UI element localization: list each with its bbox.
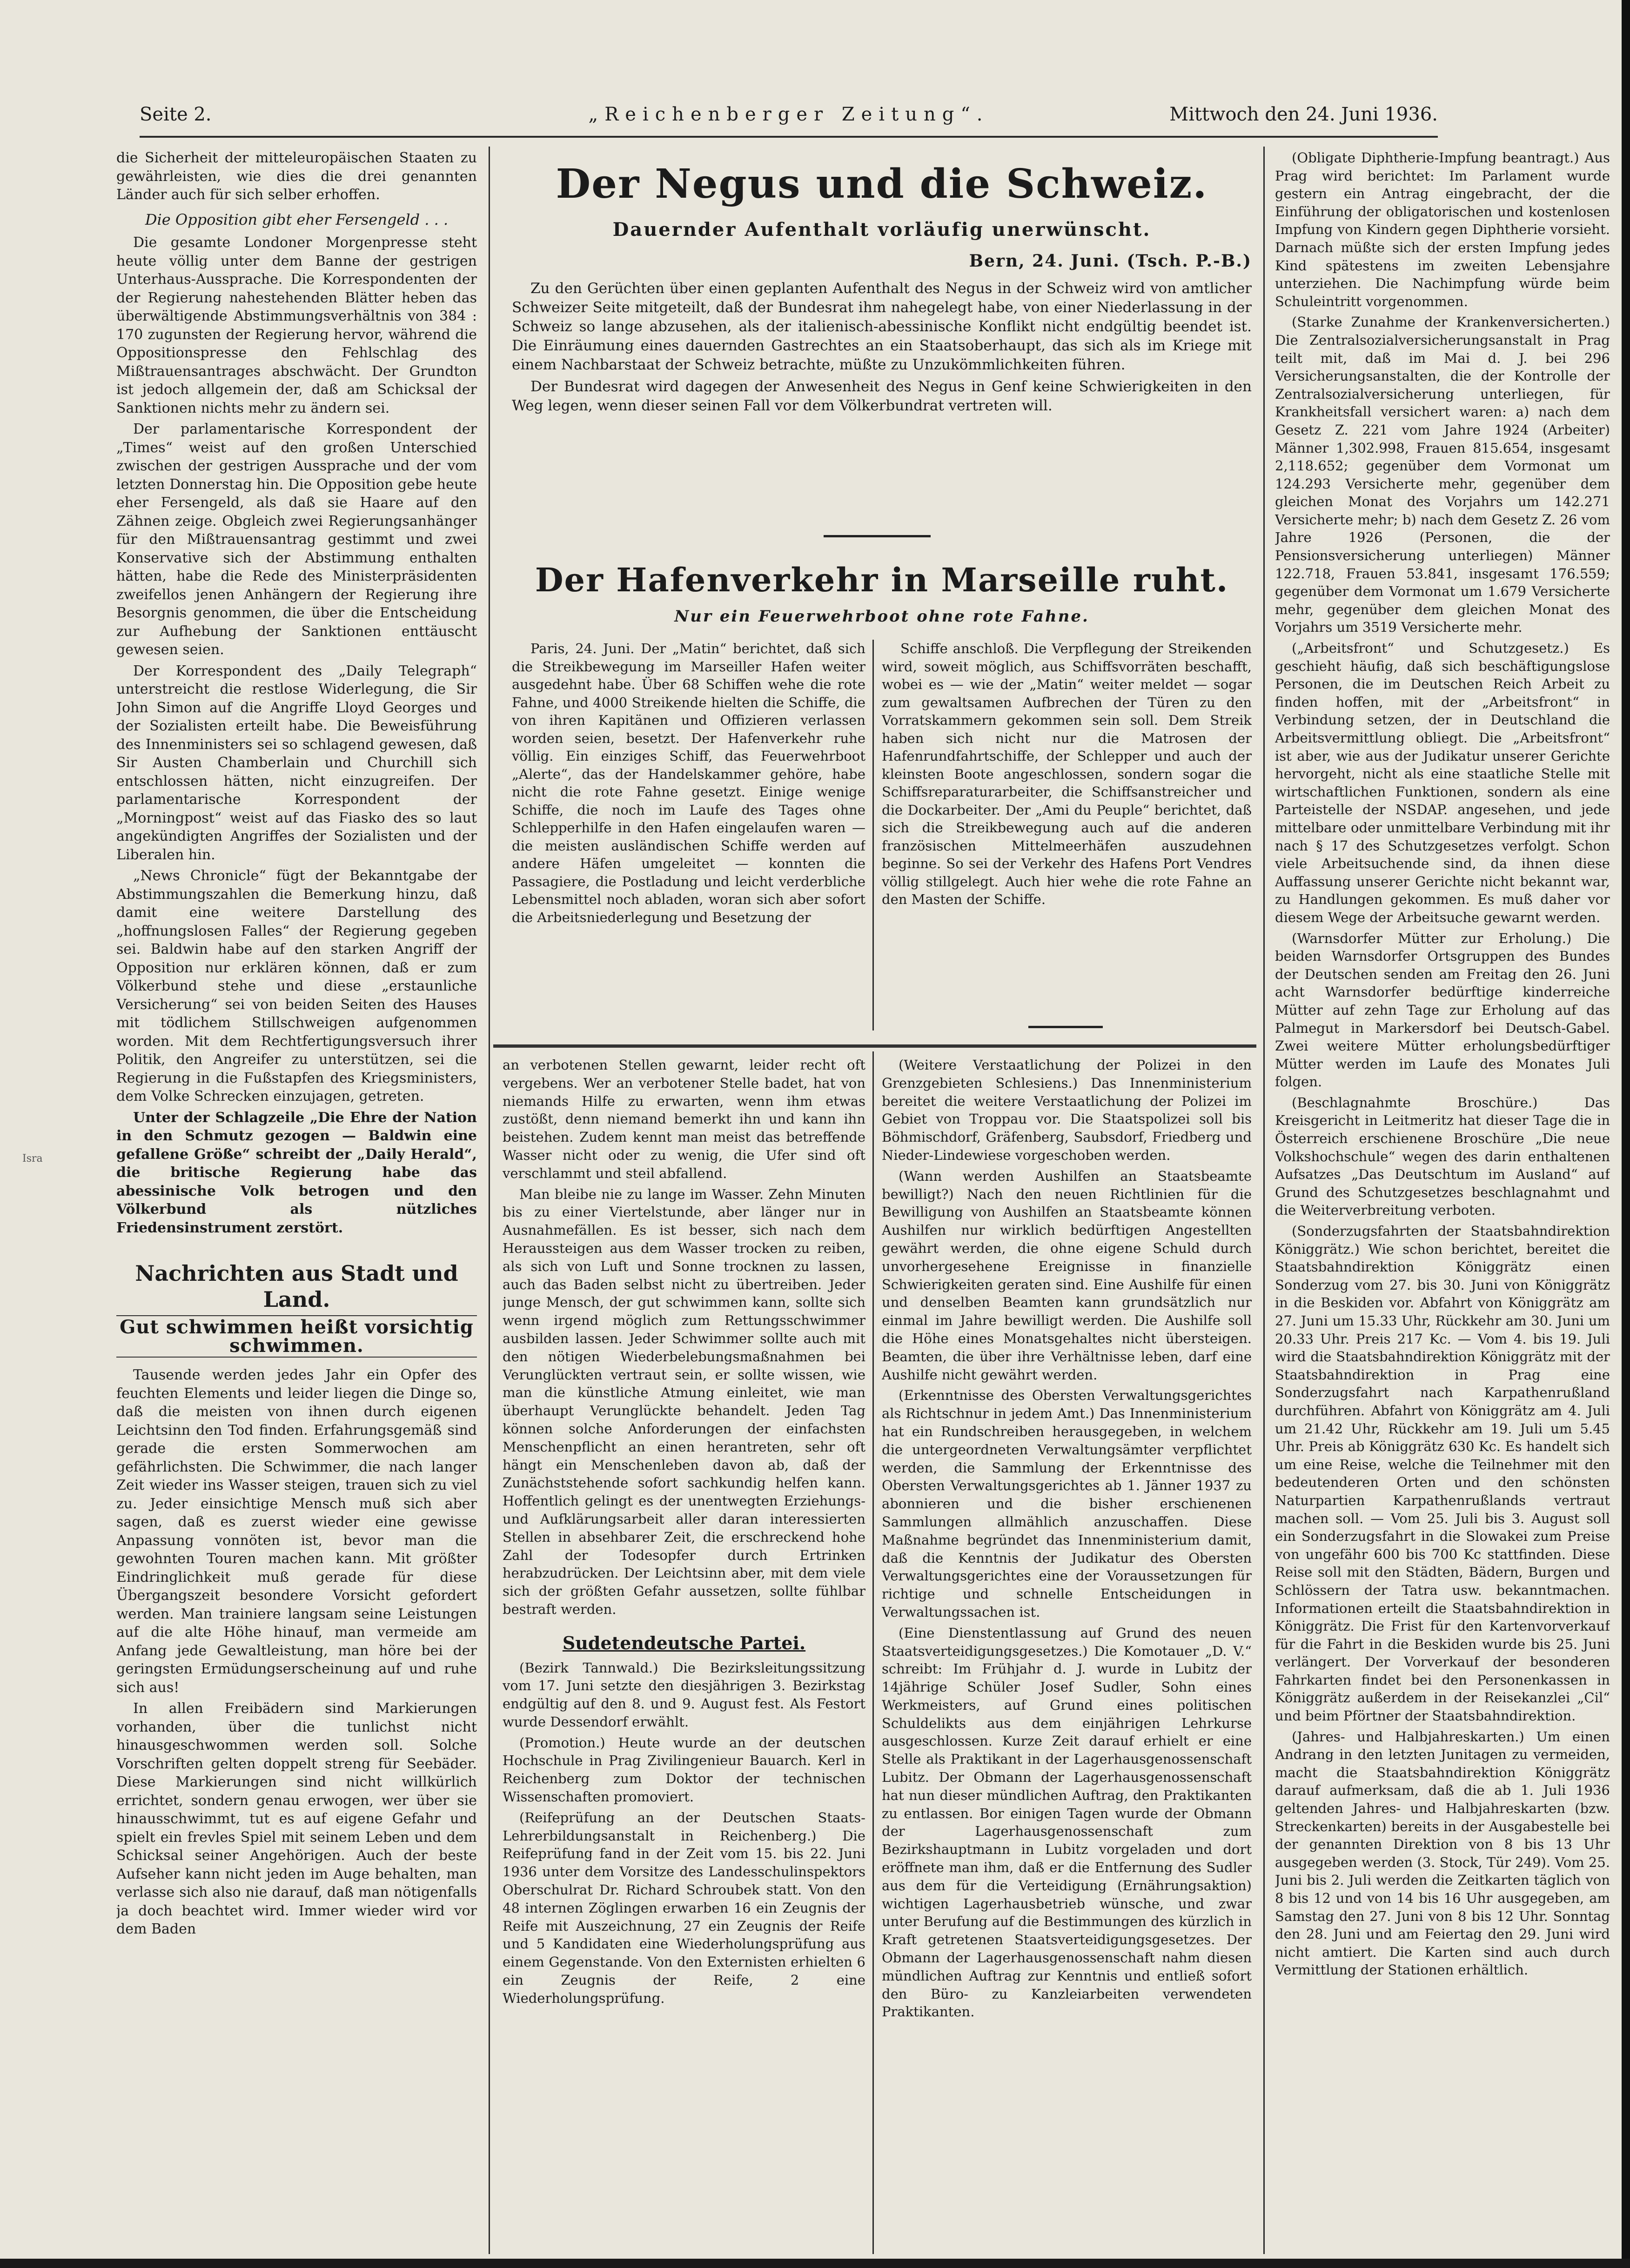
article-paragraph: Man bleibe nie zu lange im Wasser. Zehn Minuten bis zu einer Viertelstunde, aber länger nur in Ausnahmefällen. Es ist besser, sich nach dem Heraussteigen aus dem Wasser trocken zu reiben, als sich von Luft und Sonne trocknen zu lassen, auch das Baden selbst nicht zu übertreiben. Jeder junge Mensch, der gut schwimmen kann, sollte sich wenn irgend möglich zum Rettungsschwimmer ausbilden lassen. Jeder Schwimmer sollte auch mit den nötigen Wiederbelebungsmaßnahmen bei Verunglückten vertraut sein, er sollte wissen, wie man die künstliche Atmung einleitet, wie man überhaupt Verunglückte behandelt. Jeden Tag können solche Anforderungen der einfachsten Menschenpflicht an einen herantreten, sehr oft hängt ein Menschenleben davon ab, daß der Zunächststehende sofort sachkundig helfen kann. Hoffentlich gelingt es der unentwegten Erziehungs- und Aufklärungsarbeit aller daran interessierten Stellen in absehbarer Zeit, die erschreckend hohe Zahl der Todesopfer durch Ertrinken herabzudrücken. Der Leichtsinn aber, mit dem viele sich der größten Gefahr aussetzen, sollte fühlbar bestraft werden.: [503, 1186, 865, 1617]
column-3: [503, 1056, 865, 2247]
margin-mark: Isra: [22, 1153, 43, 1164]
column-5: [1275, 149, 1610, 2247]
article-paragraph: Der parlamentarische Korrespondent der „Times“ weist auf den großen Unterschied zwischen der gestrigen Aussprache und der vom letzten Donnerstag hin. Die Opposition gebe heute eher Fersengeld, als daß sie Haare auf den Zähnen zeige. Obgleich zwei Regierungsanhänger für den Mißtrauensantrag gestimmt und zwei Konservative sich der Abstimmung enthalten hätten, habe die Rede des Ministerpräsidenten zweifellos jenen Anhängern der Regierung ihre Besorgnis genommen, die über die Entscheidung zur Aufhebung der Sanktionen enttäuscht gewesen seien.: [116, 421, 477, 658]
article-paragraph: (Sonderzugsfahrten der Staatsbahndirektion Königgrätz.) Wie schon berichtet, bereitet die Staatsbahndirektion Königgrätz einen Sonderzug vom 27. bis 30. Juni von Königgrätz in die Beskiden vor. Abfahrt von Königgrätz am 27. Juni um 15.33 Uhr, Rückkehr am 30. Juni um 20.33 Uhr. Preis 217 Kc. — Vom 4. bis 19. Juli wird die Staatsbahndirektion Königgrätz mit der Staatsbahndirektion in Prag eine Sonderzugsfahrt nach Karpathenrußland durchführen. Abfahrt von Königgrätz am 4. Juli um 21.42 Uhr, Rückkehr am 19. Juli um 5.45 Uhr. Preis ab Königgrätz 630 Kc. Es handelt sich um eine Reise, welche die Teilnehmer mit den bedeutenderen Orten und den schönsten Naturpartien Karpathenrußlands vertraut machen soll. — Vom 25. Juli bis 3. August soll ein Sonderzugsfahrt in die Slowakei zum Preise von ungefähr 600 bis 700 Kc stattfinden. Diese Reise soll mit den Städten, Bädern, Burgen und Schlössern der Tatra usw. bekanntmachen. Informationen erteilt die Staatsbahndirektion in Königgrätz. Die Frist für den Kartenvorverkauf für die Fahrt in die Beskiden wurde bis 25. Juni verlängert. Der Vorverkauf der besonderen Fahrkarten findet bei den Personenkassen in Königgrätz außerdem in der Reisekanzlei „Cil“ und beim Pförtner der Staatsbahndirektion.: [1275, 1223, 1610, 1724]
article-paragraph: die Sicherheit der mitteleuropäischen Staaten zu gewährleisten, wie dies die drei genannten Länder auch für sich selber erhoffen.: [116, 150, 477, 203]
article-paragraph: (Jahres- und Halbjahreskarten.) Um einen Andrang in den letzten Junitagen zu vermeiden, macht die Staatsbahndirektion Königgrätz darauf aufmerksam, daß die ab 1. Juli 1936 geltenden Jahres- und Halbjahreskarten (bzw. Streckenkarten) bereits in der Ausgabestelle bei der genannten Direktion von 8 bis 13 Uhr ausgegeben werden (3. Stock, Tür 249). Vom 25. Juni bis 2. Juli werden die Zeitkarten täglich von 8 bis 12 und von 14 bis 16 Uhr ausgegeben, am Samstag den 27. Juni von 8 bis 12 Uhr. Sonntag den 28. Juni und am Feiertag den 29. Juni wird nicht amtiert. Die Karten sind auch durch Vermittlung der Stationen erhältlich.: [1275, 1728, 1610, 1978]
scan-edge-bottom: [0, 2259, 1630, 2268]
column-rule: [1263, 147, 1265, 2254]
page-header: [140, 100, 1438, 133]
article-divider: [1028, 1026, 1103, 1028]
article-paragraph: „News Chronicle“ fügt der Bekanntgabe der Abstimmungszahlen die Bemerkung hinzu, daß damit eine weitere Darstellung des „hoffnungslosen Falles“ der Regierung gegeben sei. Baldwin habe auf den starken Angriff der Opposition nur erklären können, daß er zum Völkerbund stehe und diese „erstaunliche Versicherung“ sei von beiden Seiten des Hauses mit tödlichem Stillschweigen aufgenommen worden. Mit dem Rechtfertigungsversuch ihrer Politik, den Angreifer zu unterstützen, sei die Regierung in die Fußstapfen des Kriegsministers, dem Volke Schrecken einzujagen, getreten.: [116, 868, 477, 1104]
headline-hafen: Der Hafenverkehr in Marseille ruht.: [535, 561, 1229, 599]
header-rule: [140, 136, 1438, 138]
article-paragraph: (Wann werden Aushilfen an Staatsbeamte bewilligt?) Nach den neuen Richtlinien für die Bewilligung von Aushilfen an Staatsbeamte können Aushilfen nur wirklich bedürftigen Angestellten gewährt werden, die ohne eigene Schuld durch unvorhergesehene Ereignisse in finanzielle Schwierigkeiten geraten sind. Eine Aushilfe für einen und denselben Beamten kann grundsätzlich nur einmal im Jahre bewilligt werden. Die Aushilfe soll die Höhe eines Monatsgehaltes nicht übersteigen. Beamten, die über ihre Verhältnisse leben, darf eine Aushilfe nicht gewährt werden.: [882, 1168, 1252, 1383]
negus-body: [512, 279, 1252, 521]
section-rule: [493, 1044, 1256, 1048]
article-paragraph: (Weitere Verstaatlichung der Polizei in den Grenzgebieten Schlesiens.) Das Innenministerium bereitet die weitere Verstaatlichung der Polizei im Gebiet von Troppau vor. Die Staatspolizei soll bis Böhmischdorf, Gräfenberg, Saubsdorf, Friedberg und Nieder-Lindewiese vorgeschoben werden.: [882, 1057, 1252, 1163]
dateline-negus: Bern, 24. Juni. (Tsch. P.-B.): [969, 251, 1252, 271]
column-rule: [872, 1051, 874, 2254]
article-paragraph: In allen Freibädern sind Markierungen vorhanden, über die tunlichst nicht hinausgeschwommen werden soll. Solche Vorschriften gelten doppelt streng für Seebäder. Diese Markierungen sind nicht willkürlich errichtet, sondern genau erwogen, wer über sie hinausschwimmt, tut es auf eigene Gefahr und spielt ein frevles Spiel mit seinem Leben und dem Schicksal seiner Angehörigen. Auch der beste Aufseher kann nicht jeden im Auge behalten, man verlasse sich also nie darauf, daß man nötigenfalls ja doch beachtet wird. Immer wieder wird vor dem Baden: [116, 1700, 477, 1937]
page-number: Seite 2.: [140, 104, 212, 125]
section-heading: Sudetendeutsche Partei.: [562, 1632, 806, 1653]
article-paragraph: Der Bundesrat wird dagegen der Anwesenheit des Negus in Genf keine Schwierigkeiten in den Weg legen, wenn dieser seinen Fall vor dem Völkerbundrat vertreten will.: [512, 378, 1252, 414]
column-rule: [489, 147, 490, 2254]
issue-date: Mittwoch den 24. Juni 1936.: [1169, 104, 1438, 125]
column-rule: [872, 640, 874, 1030]
article-paragraph: (Erkenntnisse des Obersten Verwaltungsgerichtes als Richtschnur in jedem Amt.) Das Innenministerium hat ein Rundschreiben herausgegeben, in welchem die untergeordneten Verwaltungsämter verpflichtet werden, die Sammlung der Erkenntnisse des Obersten Verwaltungsgerichtes ab 1. Jänner 1937 zu abonnieren und die bisher erschienenen Sammlungen allmählich anzuschaffen. Diese Maßnahme begründet das Innenministerium damit, daß die Kenntnis der Judikatur des Obersten Verwaltungsgerichtes eine der Voraussetzungen für richtige und schnelle Entscheidungen in Verwaltungssachen ist.: [882, 1387, 1252, 1620]
masthead: „Reichenberger Zeitung“.: [588, 104, 989, 125]
section-subheading: Gut schwimmen heißt vorsichtig schwimmen.: [116, 1315, 477, 1358]
subheadline-negus: Dauernder Aufenthalt vorläufig unerwünscht.: [612, 219, 1151, 241]
article-paragraph: Unter der Schlagzeile „Die Ehre der Nation in den Schmutz gezogen — Baldwin eine gefallene Größe“ schreibt der „Daily Herald“, die britische Regierung habe das abessinische Volk betrogen und den Völkerbund als nützliches Friedensinstrument zerstört.: [116, 1109, 477, 1236]
article-paragraph: (Reifeprüfung an der Deutschen Staats-Lehrerbildungsanstalt in Reichenberg.) Die Reifeprüfung fand in der Zeit vom 15. bis 22. Juni 1936 unter dem Vorsitze des Landesschulinspektors Oberschulrat Dr. Richard Schroubek statt. Von den 48 internen Zöglingen erwarben 16 ein Zeugnis der Reife mit Auszeichnung, 27 ein Zeugnis der Reife und 5 Kandidaten eine Wiederholungsprüfung aus einem Gegenstande. Von den Externisten erhielten 6 ein Zeugnis der Reife, 2 eine Wiederholungsprüfung.: [503, 1809, 865, 2006]
article-paragraph: Die gesamte Londoner Morgenpresse steht heute völlig unter dem Banne der gestrigen Unterhaus-Aussprache. Die Korrespondenten der der Regierung nahestehenden Blätter heben das überwältigende Abstimmungsverhältnis von 384 : 170 zugunsten der Regierung hervor, während die Oppositionspresse den Fehlschlag des Mißtrauensantrages abschwächt. Der Grundton ist jedoch allgemein der, daß am Schicksal der Sanktionen nichts mehr zu ändern sei.: [116, 234, 477, 416]
article-paragraph: Tausende werden jedes Jahr ein Opfer des feuchten Elements und leider liegen die Dinge so, daß die meisten von ihnen durch eigenen Leichtsinn den Tod finden. Erfahrungsgemäß sind gerade die ersten Sommerwochen am gefährlichsten. Die Schwimmer, die nach langer Zeit wieder ins Wasser steigen, trauen sich zu viel zu. Jeder einsichtige Mensch muß sich aber sagen, daß es zuerst wieder eine gewisse Anpassung vonnöten ist, bevor man die gewohnten Touren machen kann. Mit größter Eindringlichkeit muß gerade für diese Übergangszeit besondere Vorsicht gefordert werden. Man trainiere langsam seine Leistungen auf die alte Höhe hinauf, man vermeide am Anfang jede Gewaltleistung, man höre bei der geringsten Ermüdungserscheinung auf und ruhe sich aus!: [116, 1367, 477, 1696]
article-paragraph: (Starke Zunahme der Krankenversicherten.) Die Zentralsozialversicherungsanstalt in Prag teilt mit, daß im Mai d. J. bei 296 Versicherungsanstalten, die der Kontrolle der Zentralsozialversicherung unterliegen, für Krankheitsfall versichert waren: a) nach dem Gesetz Z. 221 vom Jahre 1924 (Arbeiter) Männer 1,302.998, Frauen 815.654, insgesamt 2,118.652; gegenüber dem Vormonat um 124.293 Versicherte mehr, gegenüber dem gleichen Monat des Vorjahrs um 142.271 Versicherte mehr; b) nach dem Gesetz Z. 26 vom Jahre 1926 (Personen, die der Pensionsversicherung unterliegen) Männer 122.718, Frauen 53.841, insgesamt 176.559; gegenüber dem Vormonat um 1.679 Versicherte mehr, gegenüber dem gleichen Monat des Vorjahrs um 3519 Versicherte mehr.: [1275, 314, 1610, 636]
article-paragraph: Zu den Gerüchten über einen geplanten Aufenthalt des Negus in der Schweiz wird von amtlicher Schweizer Seite mitgeteilt, daß der Bundesrat ihm nahegelegt habe, von einer Niederlassung in der Schweiz so lange abzusehen, als der italienisch-abessinische Konflikt nicht endgültig beendet ist. Die Einräumung eines dauernden Gastrechtes an ein Staatsoberhaupt, das sich als im Kriege mit einem Nachbarstaat der Schweiz betrachte, müßte zu Unzukömmlichkeiten führen.: [512, 280, 1252, 373]
hafen-body-left: [512, 640, 865, 1030]
article-paragraph: (Eine Dienstentlassung auf Grund des neuen Staatsverteidigungsgesetzes.) Die Komotauer „D. V.“ schreibt: Im Frühjahr d. J. wurde in Lubitz der 14jährige Schüler Josef Sudler, Sohn eines Werkmeisters, auf Grund eines politischen Schuldelikts aus dem einjährigen Lehrkurse ausgeschlossen. Kurze Zeit darauf erhielt er eine Stelle als Praktikant in der Lagerhausgenossenschaft Lubitz. Der Obmann der Lagerhausgenossenschaft hat nun dieser mündlichen Auftrag, den Praktikanten zu entlassen. Bor einigen Tagen wurde der Obmann der Lagerhausgenossenschaft zum Bezirkshauptmann in Lubitz vorgeladen und dort eröffnete man ihm, daß er die Entfernung des Sudler aus dem für die Verteidigung (Ernährungsaktion) wichtigen Lagerhausbetrieb wünsche, und zwar unter Berufung auf die Bestimmungen des kürzlich in Kraft getretenen Staatsverteidigungsgesetzes. Der Obmann der Lagerhausgenossenschaft nahm diesen mündlichen Auftrag zur Kenntnis und entließ sofort den Büro- zu Kanzleiarbeiten verwendeten Praktikanten.: [882, 1625, 1252, 2020]
section-heading: Nachrichten aus Stadt und Land.: [135, 1261, 458, 1312]
subheadline-hafen: Nur ein Feuerwehrboot ohne rote Fahne.: [674, 607, 1089, 626]
article-paragraph: Der Korrespondent des „Daily Telegraph“ unterstreicht die restlose Widerlegung, die Sir John Simon auf die Angriffe Lloyd Georges und der Sozialisten erteilt habe. Die Beweisführung des Innenministers sei so schlagend gewesen, daß Sir Austen Chamberlain und Churchill sich entschlossen hätten, nicht einzugreifen. Der parlamentarische Korrespondent der „Morningpost“ weist auf das Fiasko des so laut angekündigten Angriffes der Sozialisten und der Liberalen hin.: [116, 662, 477, 863]
article-divider: [824, 535, 931, 537]
article-paragraph: Schiffe anschloß. Die Verpflegung der Streikenden wird, soweit möglich, aus Schiffsvorräten beschafft, wobei es — wie der „Matin“ weiter meldet — sogar zum gewaltsamen Aufbrechen der Türen zu den Vorratskammern gekommen sein soll. Dem Streik haben sich nicht nur die Matrosen der Hafenrundfahrtschiffe, der Schlepper und auch der kleinsten Boote angeschlossen, sondern sogar die Schiffsreparaturarbeiter, die Schiffsanstreicher und die Dockarbeiter. Der „Ami du Peuple“ berichtet, daß sich die Streikbewegung auch auf die anderen französischen Mittelmeerhäfen auszudehnen beginne. So sei der Verkehr des Hafens Port Vendres völlig stillgelegt. Auch hier wehe die rote Fahne an den Masten der Schiffe.: [882, 641, 1252, 907]
column-1: [116, 149, 477, 2247]
hafen-body-right: [882, 640, 1252, 1021]
article-paragraph: an verbotenen Stellen gewarnt, leider recht oft vergebens. Wer an verbotener Stelle badet, hat von niemands Hilfe zu erwarten, wenn ihm etwas zustößt, denn niemand bemerkt ihn und kann ihn beistehen. Zudem kennt man meist das betreffende Wasser nicht oder zu wenig, die Ufer sind oft verschlammt und steil abfallend.: [503, 1057, 865, 1181]
headline-negus: Der Negus und die Schweiz.: [556, 161, 1208, 207]
article-subheading: Die Opposition gibt eher Fersengeld . . .: [145, 210, 449, 228]
column-4: [882, 1056, 1252, 2247]
article-paragraph: („Arbeitsfront“ und Schutzgesetz.) Es geschieht häufig, daß sich beschäftigungslose Personen, die im Deutschen Reich Arbeit zu finden hoffen, mit der „Arbeitsfront“ in Verbindung setzen, der in Deutschland die Arbeitsvermittlung obliegt. Die „Arbeitsfront“ ist aber, wie aus der Judikatur unserer Gerichte hervorgeht, nicht als eine staatliche Stelle mit wirtschaftlichen Funktionen, sondern als eine Parteistelle der NSDAP. angesehen, und jede mittelbare oder unmittelbare Verbindung mit ihr nach § 17 des Schutzgesetzes verfolgt. Schon viele Arbeitsuchende sind, da ihnen diese Auffassung unserer Gerichte nicht bekannt war, zu Handlungen gekommen. Es muß daher vor diesem Wege der Arbeitsuche gewarnt werden.: [1275, 640, 1610, 925]
article-paragraph: (Bezirk Tannwald.) Die Bezirksleitungssitzung vom 17. Juni setzte den diesjährigen 3. Bezirkstag endgültig auf den 8. und 9. August fest. Als Festort wurde Dessendorf erwählt.: [503, 1659, 865, 1730]
article-paragraph: (Warnsdorfer Mütter zur Erholung.) Die beiden Warnsdorfer Ortsgruppen des Bundes der Deutschen senden am Freitag den 26. Juni acht Warnsdorfer bedürftige kinderreiche Mütter auf zehn Tage zur Erholung auf das Palmegut in Markersdorf bei Deutsch-Gabel. Zwei weitere Mütter erholungsbedürftiger Mütter werden im Laufe des Monates Juli folgen.: [1275, 930, 1610, 1090]
scan-edge-right: [1622, 0, 1630, 2268]
article-paragraph: (Promotion.) Heute wurde an der deutschen Hochschule in Prag Zivilingenieur Bauarch. Kerl in Reichenberg zum Doktor der technischen Wissenschaften promoviert.: [503, 1734, 865, 1805]
article-paragraph: (Obligate Diphtherie-Impfung beantragt.) Aus Prag wird berichtet: Im Parlament wurde gestern ein Antrag eingebracht, der die Einführung der obligatorischen und kostenlosen Impfung von Kindern gegen Diphtherie vorsieht. Darnach müßte sich der ersten Impfung jedes Kind spätestens im zweiten Lebensjahre unterziehen. Die Nachimpfung würde beim Schuleintritt vorgenommen.: [1275, 150, 1610, 309]
article-paragraph: (Beschlagnahmte Broschüre.) Das Kreisgericht in Leitmeritz hat dieser Tage die in Österreich erschienene Broschüre „Die neue Volkshochschule“ wegen des darin enthaltenen Aufsatzes „Das Deutschtum im Ausland“ auf Grund des Schutzgesetzes beschlagnahmt und die Weiterverbreitung verboten.: [1275, 1094, 1610, 1218]
article-paragraph: Paris, 24. Juni. Der „Matin“ berichtet, daß sich die Streikbewegung im Marseiller Hafen weiter ausgedehnt habe. Über 68 Schiffen wehe die rote Fahne, und 4000 Streikende hielten die Schiffe, die von ihren Kapitänen und Offizieren verlassen worden seien, besetzt. Der Hafenverkehr ruhe völlig. Ein einziges Schiff, das Feuerwehrboot „Alerte“, das der Handelskammer gehöre, habe nicht die rote Fahne gesetzt. Einige wenige Schiffe, die noch im Laufe des Tages ohne Schlepperhilfe in den Hafen eingelaufen waren — die meisten ausländischen Schiffe werden auf andere Häfen umgeleitet — konnten die Passagiere, die Postladung und leicht verderbliche Lebensmittel noch abladen, woran sich aber sofort die Arbeitsniederlegung und Besetzung der: [512, 641, 865, 925]
